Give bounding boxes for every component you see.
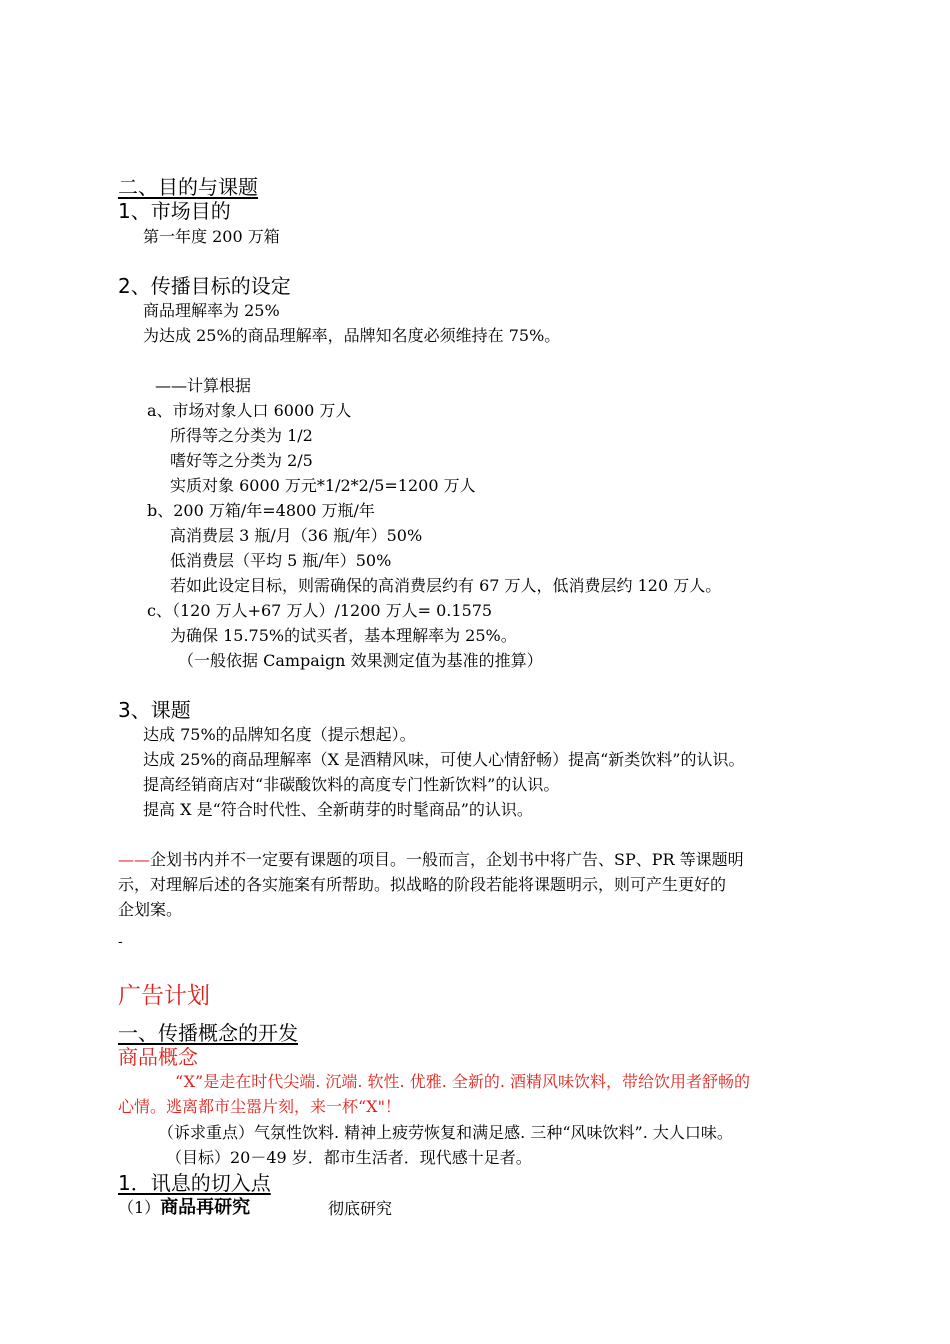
concept-text: 心情。逃离都市尘嚣片刻，来一杯“X"！ <box>118 1097 401 1116</box>
text-line: 达成 25%的商品理解率（X 是酒精风味，可使人心情舒畅）提高“新类饮料”的认识。 <box>143 750 745 769</box>
item-label: 商品再研究 <box>160 1197 251 1218</box>
text-line: a、市场对象人口 6000 万人 <box>147 401 352 420</box>
text-line: ——计算根据 <box>155 376 252 395</box>
text-line: 达成 75%的品牌知名度（提示想起）。 <box>143 725 416 744</box>
item-number: （1） <box>118 1198 161 1217</box>
text-line: b、200 万箱/年=4800 万瓶/年 <box>147 501 375 520</box>
text-line: 高消费层 3 瓶/月（36 瓶/年）50% <box>170 526 423 545</box>
concept-heading: 商品概念 <box>118 1045 198 1069</box>
text-line: 实质对象 6000 万元*1/2*2/5=1200 万人 <box>170 476 476 495</box>
text-line: 商品理解率为 25% <box>143 301 280 320</box>
note-text: 企划书内并不一定要有课题的项目。一般而言，企划书中将广告、SP、PR 等课题明 <box>150 850 744 869</box>
text-line: 嗜好等之分类为 2/5 <box>170 451 313 470</box>
text-line: 低消费层（平均 5 瓶/年）50% <box>170 551 392 570</box>
concept-text: “X”是走在时代尖端. 沉端. 软性. 优雅. 全新的. 酒精风味饮料，带给饮用者舒畅的 <box>175 1072 751 1091</box>
subsection-heading: 1、市场目的 <box>118 199 231 223</box>
text-line: 为达成 25%的商品理解率，品牌知名度必须维持在 75%。 <box>143 326 561 345</box>
text-line: 第一年度 200 万箱 <box>143 227 280 246</box>
item-desc: 彻底研究 <box>328 1199 393 1218</box>
subsection-heading: 3、课题 <box>118 698 191 722</box>
note-dash: —— <box>118 850 150 869</box>
item-line <box>118 1196 250 1220</box>
ad-plan-title: 广告计划 <box>118 983 210 1009</box>
text-line: 为确保 15.75%的试买者，基本理解率为 25%。 <box>170 626 517 645</box>
text-line: 提高 X 是“符合时代性、全新萌芽的时髦商品”的认识。 <box>143 800 533 819</box>
entry-heading: 1．讯息的切入点 <box>118 1171 271 1195</box>
subsection-heading: 2、传播目标的设定 <box>118 274 291 298</box>
section-heading: 一、传播概念的开发 <box>118 1021 298 1045</box>
text-line: 所得等之分类为 1/2 <box>170 426 313 445</box>
text-line: 提高经销商店对“非碳酸饮料的高度专门性新饮料”的认识。 <box>143 775 560 794</box>
section-heading: 二、目的与课题 <box>118 175 258 199</box>
note-line: 示，对理解后述的各实施案有所帮助。拟战略的阶段若能将课题明示，则可产生更好的 <box>118 875 727 894</box>
appeal-text: （诉求重点）气氛性饮料. 精神上疲劳恢复和满足感. 三种“风味饮料”. 大人口味。 <box>158 1123 733 1142</box>
text-line: （一般依据 Campaign 效果测定值为基准的推算） <box>178 651 543 670</box>
text-line: c、（120 万人+67 万人）/1200 万人= 0.1575 <box>147 601 493 620</box>
text-line: 若如此设定目标，则需确保的高消费层约有 67 万人，低消费层约 120 万人。 <box>170 576 722 595</box>
stray-mark: - <box>118 934 123 950</box>
note-line: 企划案。 <box>118 900 183 919</box>
target-text: （目标）20－49 岁．都市生活者．现代感十足者。 <box>166 1148 532 1167</box>
note-paragraph <box>118 848 744 872</box>
